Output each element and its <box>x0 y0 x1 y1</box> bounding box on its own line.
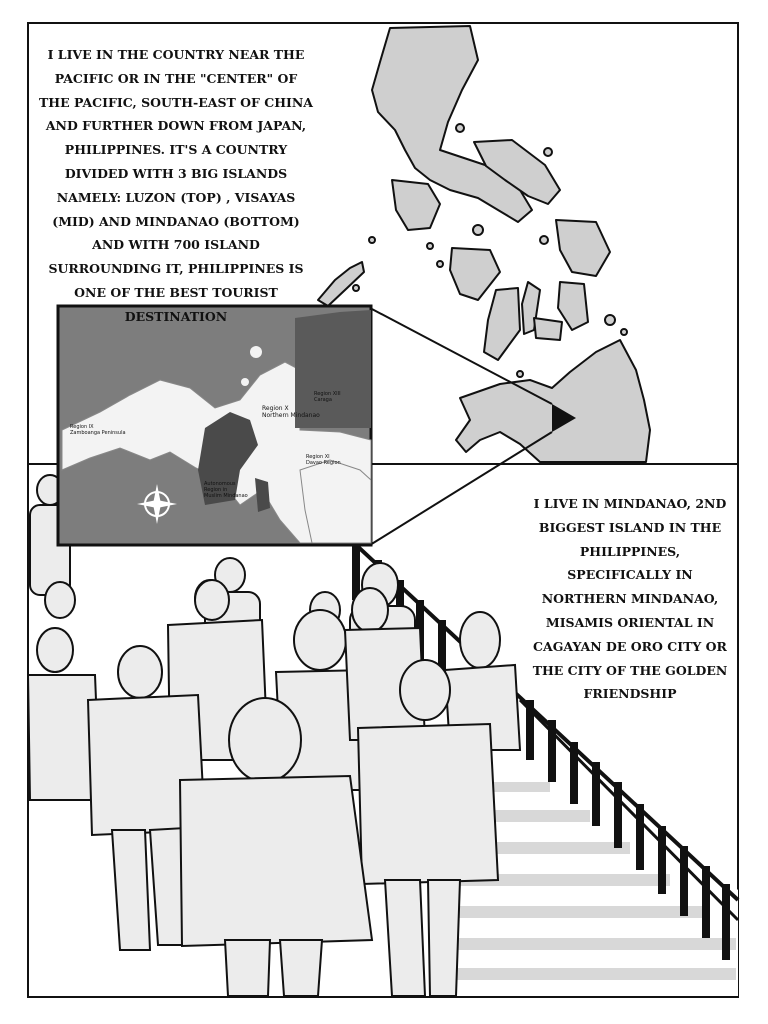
label-caraga: Region XIII Caraga <box>314 391 341 403</box>
caption-bottom: I LIVE IN MINDANAO, 2ND BIGGEST ISLAND IN THE PHILIPPINES, SPECIFICALLY IN NORTHERN MINDANAO, MISAMIS ORIENTAL IN CAGAYAN DE ORO CITY OR THE CITY OF THE GOLDEN FRIENDSHIP <box>532 496 728 702</box>
caption-top: I LIVE IN THE COUNTRY NEAR THE PACIFIC OR IN THE "CENTER" OF THE PACIFIC, SOUTH-EAST OF CHINA AND FURTHER DOWN FROM JAPAN, PHILIPPINES. IT'S A COUNTRY DIVIDED WITH 3 BIG ISLANDS NAMELY: LUZON (TOP) , VISAYAS (MID) AND MINDANAO (BOTTOM) AND WITH 700 ISLAND SURROUNDING IT, PHILIPPINES IS ONE OF THE BEST TOURIST DESTINATION <box>39 47 313 324</box>
label-northern-mindanao: Region X Northern Mindanao <box>262 405 320 419</box>
label-davao: Region XI Davao Region <box>306 454 341 466</box>
label-zamboanga: Region IX Zamboanga Peninsula <box>70 424 126 436</box>
crowd <box>28 475 520 996</box>
label-armm: Autonomous Region in Muslim Mindanao <box>204 481 248 499</box>
